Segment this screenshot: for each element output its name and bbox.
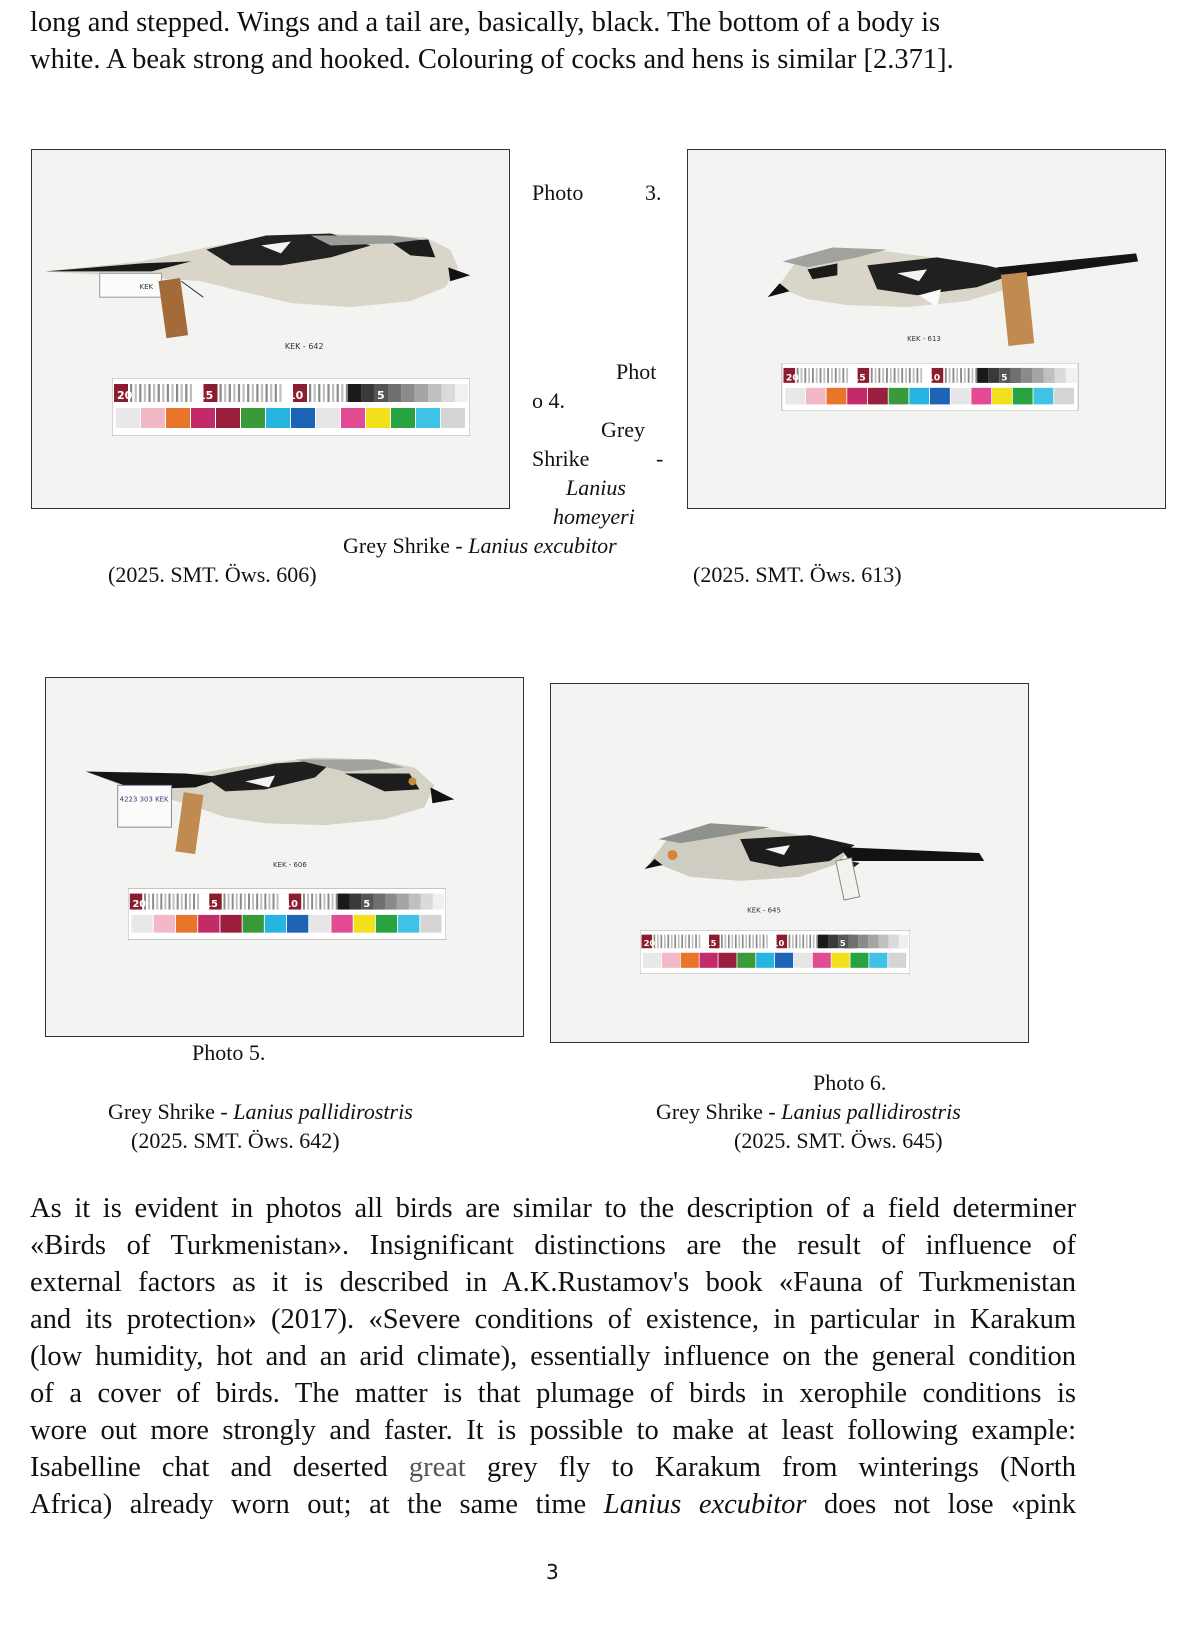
- ruler-tick: [223, 894, 225, 910]
- color-patch: [154, 915, 175, 933]
- ruler-tick: [975, 368, 977, 383]
- color-patch: [176, 915, 197, 933]
- ruler-tick: [842, 368, 844, 383]
- ruler-number: 10: [927, 373, 941, 384]
- grey-patch: [898, 935, 908, 949]
- color-patch: [341, 408, 365, 428]
- ruler-tick: [252, 384, 254, 402]
- text-line: wore out more strongly and faster. It is possible to make at least following example:: [30, 1415, 1076, 1446]
- grey-patch: [428, 384, 441, 402]
- color-patch: [806, 388, 826, 405]
- ruler-tick: [964, 368, 966, 383]
- grey-patch: [988, 368, 999, 383]
- ruler-tick: [240, 894, 242, 910]
- ruler-tick: [913, 368, 915, 383]
- ruler-tick: [831, 368, 833, 383]
- color-patch: [220, 915, 241, 933]
- ruler-tick: [244, 894, 246, 910]
- ruler-tick: [766, 935, 768, 949]
- grey-patch: [415, 384, 428, 402]
- ruler-tick: [671, 935, 673, 949]
- color-patch: [331, 915, 352, 933]
- grey-patch: [441, 384, 454, 402]
- ruler-tick: [731, 935, 733, 949]
- ruler-tick: [897, 368, 899, 383]
- ruler-tick: [820, 368, 822, 383]
- ruler-number: 20: [117, 389, 133, 402]
- caption-photo6-species: Grey Shrike - Lanius pallidirostris: [656, 1099, 961, 1124]
- ruler-tick: [835, 368, 837, 383]
- caption-photo4-species: homeyeri: [553, 504, 635, 529]
- ruler-tick: [667, 935, 669, 949]
- ruler-tick: [681, 935, 683, 949]
- text-line: and its protection» (2017). «Severe conditions of existence, in particular in Karakum: [30, 1304, 1076, 1335]
- ruler-tick: [728, 935, 730, 949]
- ruler-tick: [189, 894, 191, 910]
- ruler-tick: [886, 368, 888, 383]
- ruler-tick: [816, 368, 818, 383]
- color-patch: [116, 408, 140, 428]
- grey-patch: [401, 384, 414, 402]
- ruler-tick: [181, 894, 183, 910]
- ruler-tick: [256, 894, 258, 910]
- ruler-tick: [173, 894, 175, 910]
- ruler-tick: [699, 935, 701, 949]
- color-patch: [216, 408, 240, 428]
- color-patch: [366, 408, 390, 428]
- ruler-tick: [311, 894, 313, 910]
- ruler-number: 5: [839, 937, 846, 948]
- ruler-tick: [252, 894, 254, 910]
- color-patch: [266, 408, 290, 428]
- ruler-tick: [341, 384, 343, 402]
- ruler-tick: [657, 935, 659, 949]
- ruler-tick: [968, 368, 970, 383]
- ruler-tick: [309, 384, 311, 402]
- ruler-tick: [725, 935, 727, 949]
- grey-patch: [1021, 368, 1032, 383]
- ruler-tick: [158, 384, 160, 402]
- color-patch: [291, 408, 315, 428]
- ruler-tick: [953, 368, 955, 383]
- grey-patch: [397, 894, 409, 910]
- color-ruler-2: [780, 363, 1080, 411]
- ruler-tick: [685, 935, 687, 949]
- color-patch: [888, 953, 906, 968]
- text-line: white. A beak strong and hooked. Colouring of cocks and hens is similar [2.371].: [30, 44, 954, 75]
- color-ruler-4: [640, 930, 910, 974]
- ruler-tick: [233, 384, 235, 402]
- color-patch: [132, 915, 153, 933]
- text-line: «Birds of Turkmenistan». Insignificant distinctions are the result of influence of: [30, 1230, 1076, 1261]
- ruler-tick: [960, 368, 962, 383]
- grey-patch: [432, 894, 444, 910]
- color-patch: [141, 408, 165, 428]
- ruler-tick: [808, 368, 810, 383]
- ruler-tick: [148, 894, 150, 910]
- ruler-tick: [802, 935, 804, 949]
- color-patch: [1054, 388, 1074, 405]
- ruler-tick: [319, 894, 321, 910]
- ruler-tick: [332, 894, 334, 910]
- ruler-tick: [190, 384, 192, 402]
- caption-photo4-part: Grey: [601, 417, 645, 442]
- ruler-tick: [972, 368, 974, 383]
- color-patch: [1013, 388, 1033, 405]
- color-patch: [850, 953, 868, 968]
- ruler-number: 20: [643, 937, 656, 948]
- ruler-tick: [277, 894, 279, 910]
- ruler-tick: [721, 935, 723, 949]
- ruler-tick: [742, 935, 744, 949]
- color-patch: [643, 953, 661, 968]
- caption-photo4-species: Lanius: [566, 475, 626, 500]
- ruler-tick: [177, 894, 179, 910]
- ruler-tick: [882, 368, 884, 383]
- grey-patch: [818, 935, 828, 949]
- grey-patch: [868, 935, 878, 949]
- ruler-tick: [176, 384, 178, 402]
- grey-patch: [848, 935, 858, 949]
- photo-specimen-642: [31, 149, 510, 509]
- top-paragraph: [30, 4, 1020, 78]
- ruler-tick: [232, 894, 234, 910]
- ruler-tick: [327, 384, 329, 402]
- ruler-number: 10: [284, 898, 298, 910]
- ruler-tick: [279, 384, 281, 402]
- color-patch: [868, 388, 888, 405]
- color-patch: [756, 953, 774, 968]
- color-patch: [354, 915, 375, 933]
- specimen-label-text: KEK: [139, 283, 154, 292]
- ruler-tick: [185, 384, 187, 402]
- color-patch: [737, 953, 755, 968]
- color-patch: [662, 953, 680, 968]
- ruler-tick: [275, 384, 277, 402]
- ruler-tick: [193, 894, 195, 910]
- ruler-tick: [171, 384, 173, 402]
- ruler-tick: [688, 935, 690, 949]
- color-ruler-3: [128, 888, 446, 940]
- ruler-tick: [164, 894, 166, 910]
- ruler-tick: [328, 894, 330, 910]
- ruler-tick: [332, 384, 334, 402]
- ruler-number: 15: [204, 898, 218, 910]
- ruler-tick: [839, 368, 841, 383]
- ruler-tick: [266, 384, 268, 402]
- color-patch: [391, 408, 415, 428]
- ruler-tick: [806, 935, 808, 949]
- caption-photo4-part: Phot: [616, 359, 657, 384]
- grey-patch: [858, 935, 868, 949]
- color-patch: [718, 953, 736, 968]
- ruler-tick: [735, 935, 737, 949]
- color-patch: [951, 388, 971, 405]
- ruler-tick: [167, 384, 169, 402]
- ruler-tick: [674, 935, 676, 949]
- ruler-tick: [273, 894, 275, 910]
- ruler-tick: [695, 935, 697, 949]
- caption-photo4-part: Shrike: [532, 446, 590, 471]
- caption-photo6: Photo 6.: [813, 1070, 887, 1095]
- ruler-tick: [809, 935, 811, 949]
- grey-patch: [409, 894, 421, 910]
- color-ruler-1: [112, 378, 470, 436]
- caption-photo4-part: -: [656, 446, 664, 471]
- ruler-tick: [323, 894, 325, 910]
- caption-photo3-word: Photo: [532, 180, 584, 205]
- color-patch: [376, 915, 397, 933]
- ruler-tick: [148, 384, 150, 402]
- ruler-tick: [759, 935, 761, 949]
- color-patch: [909, 388, 929, 405]
- grey-patch: [888, 935, 898, 949]
- color-patch: [441, 408, 465, 428]
- ruler-tick: [197, 894, 199, 910]
- ruler-tick: [749, 935, 751, 949]
- text-line: (low humidity, hot and an arid climate), essentially influence on the general condition: [30, 1341, 1076, 1372]
- ruler-tick: [153, 384, 155, 402]
- grey-patch: [878, 935, 888, 949]
- caption-ref-613: (2025. SMT. Öws. 613): [693, 562, 902, 587]
- grey-patch: [977, 368, 988, 383]
- text-line: Africa) already worn out; at the same time Lanius excubitor does not lose «pink: [30, 1489, 1076, 1520]
- grey-patch: [455, 384, 468, 402]
- caption-photo3-species: Grey Shrike - Lanius excubitor: [343, 533, 617, 558]
- ruler-tick: [816, 935, 818, 949]
- ruler-tick: [181, 384, 183, 402]
- ruler-number: 15: [704, 937, 717, 948]
- photo-specimen-606: [45, 677, 524, 1037]
- ruler-tick: [661, 935, 663, 949]
- grey-patch: [1065, 368, 1076, 383]
- ruler-tick: [318, 384, 320, 402]
- ruler-tick: [162, 384, 164, 402]
- ruler-tick: [228, 894, 230, 910]
- color-patch: [775, 953, 793, 968]
- ruler-tick: [229, 384, 231, 402]
- ruler-tick: [763, 935, 765, 949]
- caption-photo3-number: 3.: [645, 180, 662, 205]
- ruler-tick: [901, 368, 903, 383]
- ruler-tick: [256, 384, 258, 402]
- ruler-tick: [846, 368, 848, 383]
- color-patch: [992, 388, 1012, 405]
- color-patch: [794, 953, 812, 968]
- ruler-tick: [752, 935, 754, 949]
- ruler-tick: [664, 935, 666, 949]
- caption-photo5-species: Grey Shrike - Lanius pallidirostris: [108, 1099, 413, 1124]
- ruler-tick: [875, 368, 877, 383]
- color-patch: [700, 953, 718, 968]
- grey-patch: [349, 894, 361, 910]
- ruler-number: 20: [132, 898, 147, 910]
- text-line: long and stepped. Wings and a tail are, basically, black. The bottom of a body is: [30, 7, 941, 38]
- ruler-number: 15: [198, 389, 214, 402]
- ruler-tick: [894, 368, 896, 383]
- grey-patch: [338, 894, 350, 910]
- ruler-tick: [890, 368, 892, 383]
- text-line: As it is evident in photos all birds are similar to the description of a field determiner: [30, 1193, 1076, 1224]
- color-patch: [869, 953, 887, 968]
- specimen-label-text: 4223 303 KEK: [119, 795, 169, 804]
- color-patch: [398, 915, 419, 933]
- specimen-tag: KEK - 642: [284, 341, 324, 351]
- ruler-tick: [799, 935, 801, 949]
- grey-patch: [348, 384, 361, 402]
- ruler-tick: [261, 384, 263, 402]
- grey-patch: [421, 894, 433, 910]
- color-patch: [827, 388, 847, 405]
- caption-photo4-part: o 4.: [532, 388, 565, 413]
- color-patch: [309, 915, 330, 933]
- ruler-tick: [248, 894, 250, 910]
- photo-specimen-613: [687, 149, 1166, 509]
- ruler-tick: [185, 894, 187, 910]
- ruler-tick: [756, 935, 758, 949]
- specimen-tag: KEK - 613: [907, 334, 941, 343]
- grey-patch: [388, 384, 401, 402]
- ruler-tick: [315, 894, 317, 910]
- ruler-tick: [796, 935, 798, 949]
- color-patch: [287, 915, 308, 933]
- ruler-tick: [792, 935, 794, 949]
- color-patch: [191, 408, 215, 428]
- color-patch: [930, 388, 950, 405]
- grey-patch: [828, 935, 838, 949]
- photo-specimen-645: [550, 683, 1029, 1043]
- ruler-tick: [323, 384, 325, 402]
- ruler-tick: [270, 384, 272, 402]
- specimen-tag: KEK - 645: [747, 906, 781, 915]
- ruler-number: 15: [853, 373, 866, 384]
- ruler-tick: [260, 894, 262, 910]
- ruler-tick: [949, 368, 951, 383]
- color-patch: [971, 388, 991, 405]
- ruler-tick: [169, 894, 171, 910]
- color-patch: [1033, 388, 1053, 405]
- ruler-tick: [920, 368, 922, 383]
- ruler-tick: [346, 384, 348, 402]
- ruler-number: 20: [786, 373, 799, 384]
- ruler-tick: [827, 368, 829, 383]
- page-number: 3: [546, 1560, 559, 1584]
- ruler-tick: [139, 384, 141, 402]
- color-patch: [265, 915, 286, 933]
- text-line: Isabelline chat and deserted great grey fly to Karakum from winterings (North: [30, 1452, 1076, 1483]
- color-patch: [241, 408, 265, 428]
- ruler-tick: [905, 368, 907, 383]
- grey-patch: [385, 894, 397, 910]
- caption-ref-606: (2025. SMT. Öws. 606): [108, 562, 317, 587]
- caption-ref-642: (2025. SMT. Öws. 642): [131, 1128, 340, 1153]
- ruler-tick: [336, 894, 338, 910]
- color-patch: [243, 915, 264, 933]
- ruler-number: 10: [288, 389, 304, 402]
- ruler-tick: [804, 368, 806, 383]
- ruler-tick: [801, 368, 803, 383]
- ruler-tick: [945, 368, 947, 383]
- ruler-tick: [738, 935, 740, 949]
- ruler-tick: [236, 894, 238, 910]
- ruler-tick: [220, 384, 222, 402]
- ruler-tick: [871, 368, 873, 383]
- ruler-number: 5: [377, 389, 385, 402]
- body-paragraph: [30, 1190, 1076, 1523]
- color-patch: [420, 915, 441, 933]
- ruler-tick: [813, 935, 815, 949]
- text-line: of a cover of birds. The matter is that plumage of birds in xerophile conditions is: [30, 1378, 1076, 1409]
- color-patch: [416, 408, 440, 428]
- color-patch: [813, 953, 831, 968]
- ruler-tick: [956, 368, 958, 383]
- ruler-number: 10: [772, 937, 785, 948]
- grey-patch: [1010, 368, 1021, 383]
- ruler-tick: [878, 368, 880, 383]
- color-patch: [681, 953, 699, 968]
- ruler-number: 5: [1001, 373, 1008, 384]
- ruler-tick: [812, 368, 814, 383]
- ruler-tick: [314, 384, 316, 402]
- ruler-tick: [337, 384, 339, 402]
- ruler-tick: [152, 894, 154, 910]
- ruler-tick: [307, 894, 309, 910]
- ruler-tick: [144, 384, 146, 402]
- ruler-tick: [156, 894, 158, 910]
- caption-photo5: Photo 5.: [192, 1040, 266, 1065]
- ruler-tick: [238, 384, 240, 402]
- ruler-tick: [160, 894, 162, 910]
- caption-ref-645: (2025. SMT. Öws. 645): [734, 1128, 943, 1153]
- text-line: external factors as it is described in A.K.Rustamov's book «Fauna of Turkmenistan: [30, 1267, 1076, 1298]
- ruler-tick: [823, 368, 825, 383]
- grey-patch: [361, 384, 374, 402]
- color-patch: [889, 388, 909, 405]
- color-patch: [785, 388, 805, 405]
- ruler-tick: [303, 894, 305, 910]
- ruler-tick: [692, 935, 694, 949]
- specimen-tag: KEK - 606: [273, 860, 307, 869]
- ruler-tick: [243, 384, 245, 402]
- color-patch: [832, 953, 850, 968]
- ruler-tick: [224, 384, 226, 402]
- ruler-tick: [264, 894, 266, 910]
- color-patch: [316, 408, 340, 428]
- grey-patch: [1032, 368, 1043, 383]
- ruler-tick: [678, 935, 680, 949]
- grey-patch: [373, 894, 385, 910]
- color-patch: [847, 388, 867, 405]
- ruler-tick: [789, 935, 791, 949]
- ruler-tick: [268, 894, 270, 910]
- ruler-tick: [135, 384, 137, 402]
- color-patch: [198, 915, 219, 933]
- ruler-tick: [917, 368, 919, 383]
- ruler-tick: [909, 368, 911, 383]
- ruler-tick: [745, 935, 747, 949]
- color-patch: [166, 408, 190, 428]
- ruler-tick: [247, 384, 249, 402]
- grey-patch: [1043, 368, 1054, 383]
- ruler-number: 5: [363, 898, 371, 910]
- grey-patch: [1054, 368, 1065, 383]
